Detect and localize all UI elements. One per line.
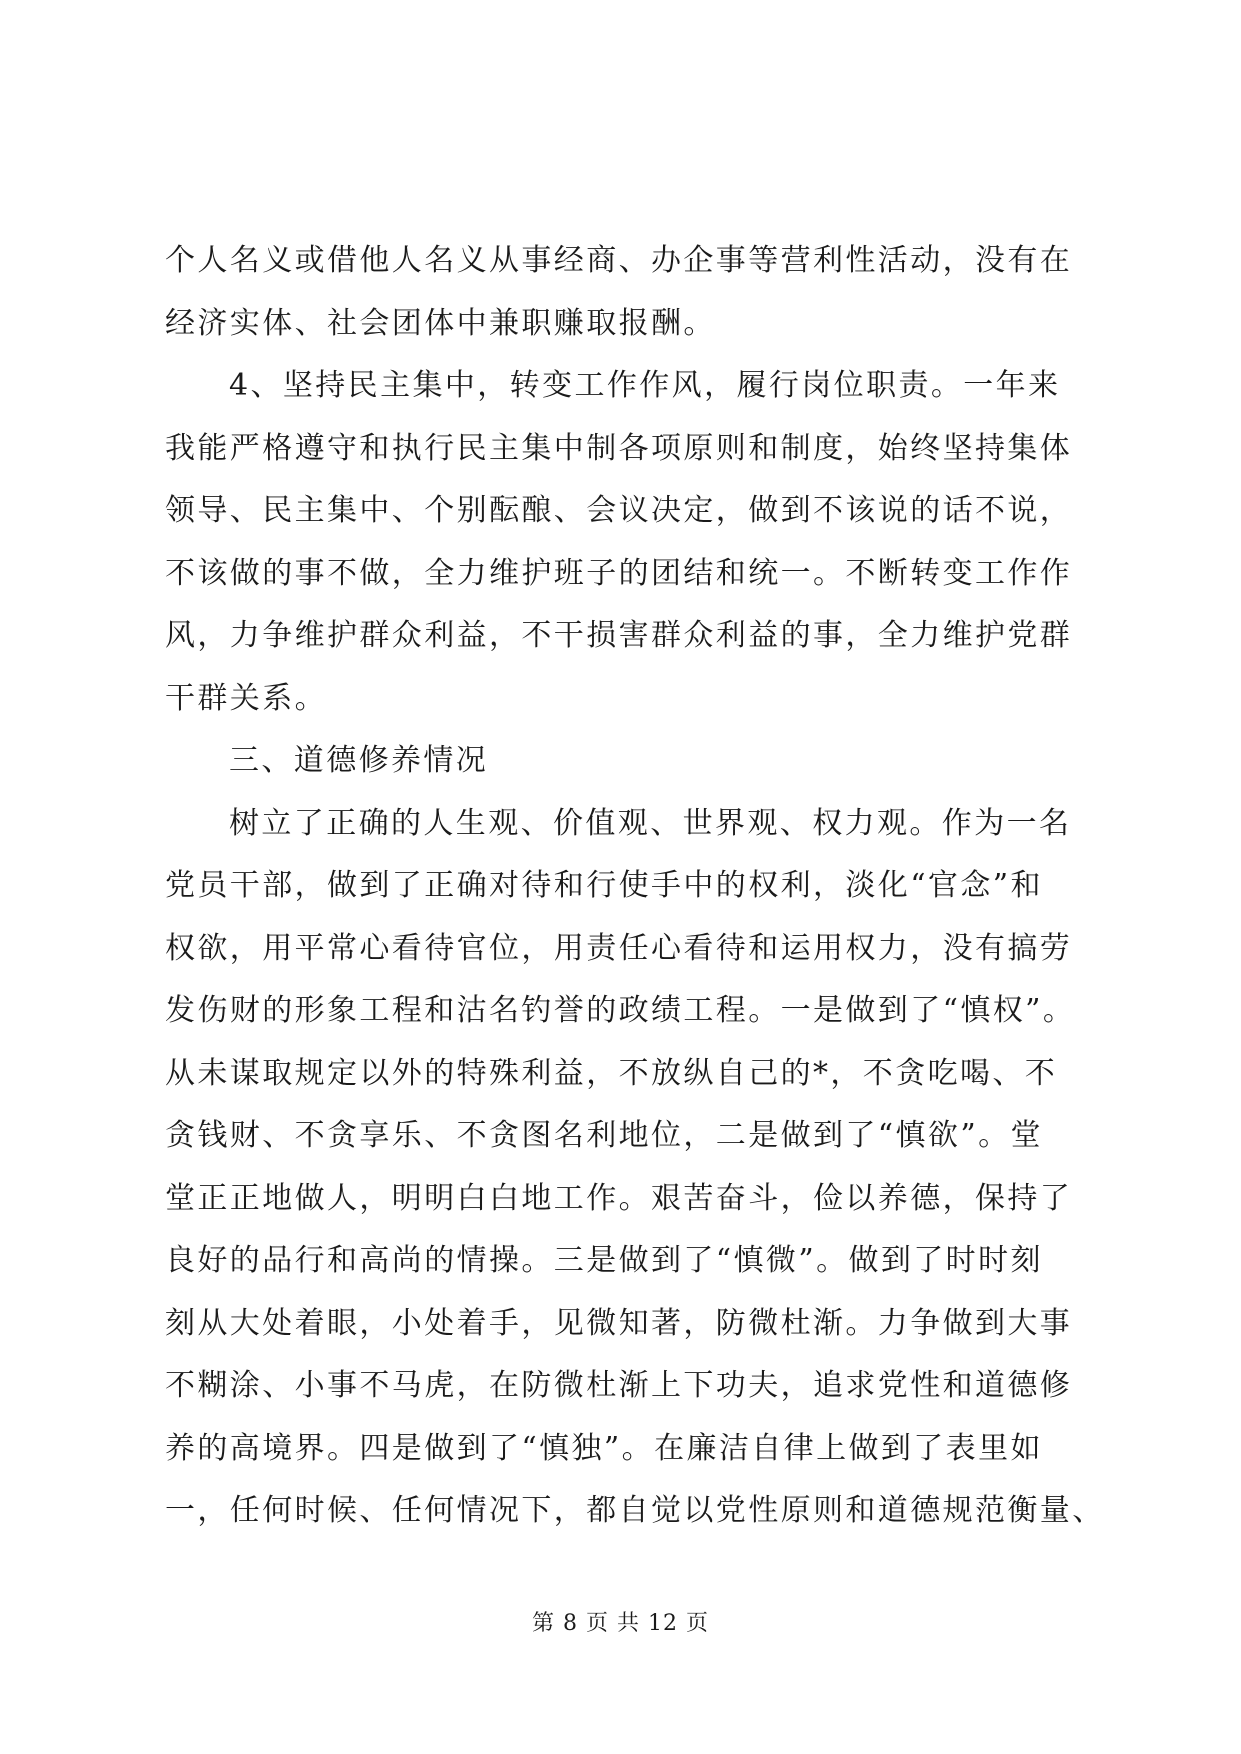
text-line: 三、道德修养情况 [229,743,489,778]
text-line: 不该做的事不做，全力维护班子的团结和统一。不断转变工作作 [165,555,1073,591]
text-line: 不糊涂、小事不马虎，在防微杜渐上下功夫，追求党性和道德修 [165,1368,1073,1403]
text-line: 我能严格遵守和执行民主集中制各项原则和制度，始终坚持集体 [165,430,1073,466]
text-line: 领导、民主集中、个别酝酿、会议决定，做到不该说的话不说， [165,493,1073,528]
text-line: 堂正正地做人，明明白白地工作。艰苦奋斗，俭以养德，保持了 [165,1180,1073,1216]
text-line: 良好的品行和高尚的情操。三是做到了“慎微”。做到了时时刻 [165,1243,1043,1278]
text-line: 4、坚持民主集中，转变工作作风，履行岗位职责。一年来 [229,368,1061,403]
text-line: 发伤财的形象工程和沽名钓誉的政绩工程。一是做到了“慎权”。 [165,993,1076,1028]
text-line: 刻从大处着眼，小处着手，见微知著，防微杜渐。力争做到大事 [165,1305,1073,1341]
text-line: 风，力争维护群众利益，不干损害群众利益的事，全力维护党群 [165,618,1073,653]
text-line: 贪钱财、不贪享乐、不贪图名利地位，二是做到了“慎欲”。堂 [165,1118,1043,1153]
text-line: 树立了正确的人生观、价值观、世界观、权力观。作为一名 [229,805,1072,841]
text-line: 干群关系。 [165,680,327,716]
text-line: 个人名义或借他人名义从事经商、办企事等营利性活动，没有在 [165,243,1073,278]
text-line: 从未谋取规定以外的特殊利益，不放纵自己的*，不贪吃喝、不 [165,1055,1058,1091]
text-line: 权欲，用平常心看待官位，用责任心看待和运用权力，没有搞劳 [165,930,1073,966]
page-footer: 第 8 页 共 12 页 [532,1611,709,1636]
body-text [165,230,1105,1543]
text-line: 一，任何时候、任何情况下，都自觉以党性原则和道德规范衡量、 [165,1493,1105,1528]
text-line: 经济实体、社会团体中兼职赚取报酬。 [165,305,716,341]
text-line: 党员干部，做到了正确对待和行使手中的权利，淡化“官念”和 [165,868,1043,903]
text-line: 养的高境界。四是做到了“慎独”。在廉洁自律上做到了表里如 [165,1430,1043,1466]
